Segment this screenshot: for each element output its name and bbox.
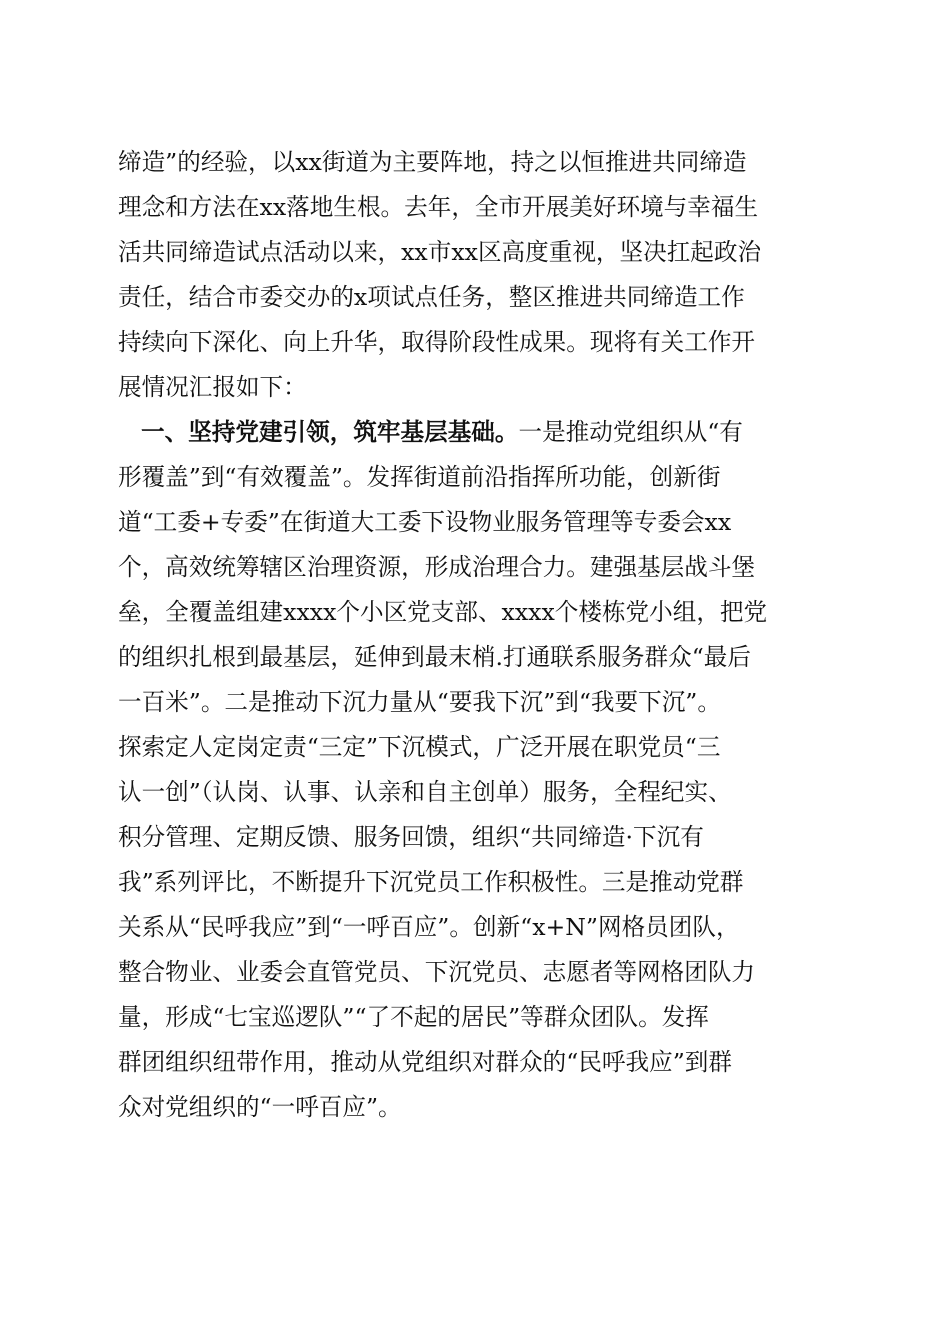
paragraph-line: 理念和方法在xx落地生根。去年，全市开展美好环境与幸福生 xyxy=(118,193,759,221)
paragraph-line: 量，形成“七宝巡逻队”“了不起的居民”等群众团队。发挥 xyxy=(118,1003,709,1031)
paragraph-line: 活共同缔造试点活动以来，xx市xx区高度重视，坚决扛起政治 xyxy=(118,238,762,266)
section-line-text: 一是推动党组织从“有 xyxy=(518,418,743,446)
paragraph-line: 形覆盖”到“有效覆盖”。发挥街道前沿指挥所功能，创新街 xyxy=(118,463,721,491)
section-heading: 一、坚持党建引领，筑牢基层基础。 xyxy=(141,418,519,446)
paragraph-line: 责任，结合市委交办的x项试点任务，整区推进共同缔造工作 xyxy=(118,283,745,311)
paragraph-line: 一百米”。二是推动下沉力量从“要我下沉”到“我要下沉”。 xyxy=(118,688,721,716)
paragraph-line: 缔造”的经验，以xx街道为主要阵地，持之以恒推进共同缔造 xyxy=(118,148,747,176)
paragraph-line: 整合物业、业委会直管党员、下沉党员、志愿者等网格团队力 xyxy=(118,958,756,986)
section-line xyxy=(141,417,743,447)
paragraph-line: 个，高效统筹辖区治理资源，形成治理合力。建强基层战斗堡 xyxy=(118,553,756,581)
paragraph-line: 积分管理、定期反馈、服务回馈，组织“共同缔造·下沉有 xyxy=(118,823,704,851)
paragraph-line: 群团组织纽带作用，推动从党组织对群众的“民呼我应”到群 xyxy=(118,1048,732,1076)
paragraph-line: 道“工委+专委”在街道大工委下设物业服务管理等专委会xx xyxy=(118,508,732,536)
paragraph-line: 众对党组织的“一呼百应”。 xyxy=(118,1093,402,1121)
paragraph-line: 的组织扎根到最基层，延伸到最末梢.打通联系服务群众“最后 xyxy=(118,643,751,671)
paragraph-line: 持续向下深化、向上升华，取得阶段性成果。现将有关工作开 xyxy=(118,328,756,356)
paragraph-line: 认一创”（认岗、认事、认亲和自主创单）服务，全程纪实、 xyxy=(118,778,732,806)
paragraph-line: 探索定人定岗定责“三定”下沉模式，广泛开展在职党员“三 xyxy=(118,733,721,761)
paragraph-line: 关系从“民呼我应”到“一呼百应”。创新“x+N”网格员团队， xyxy=(118,913,740,941)
paragraph-line: 展情况汇报如下： xyxy=(118,373,307,401)
paragraph-line: 我”系列评比，不断提升下沉党员工作积极性。三是推动党群 xyxy=(118,868,744,896)
paragraph-line: 垒，全覆盖组建xxxx个小区党支部、xxxx个楼栋党小组，把党 xyxy=(118,598,768,626)
